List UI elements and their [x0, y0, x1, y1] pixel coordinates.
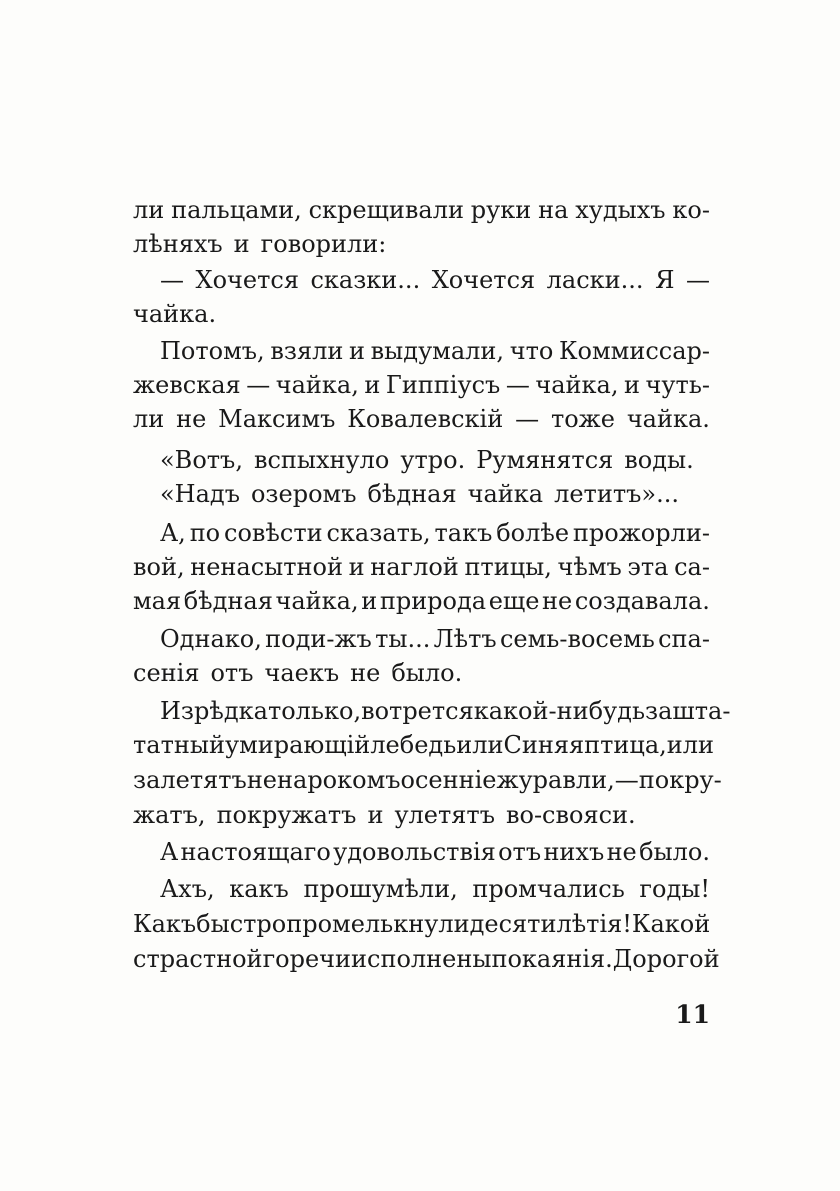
text-line: — Хочется сказки... Хочется ласки... Я — [160, 266, 710, 294]
text-line: страстной горечи исполнены покаянія. Дорогой [133, 945, 720, 973]
text-line: вой, ненасытной и наглой птицы, чѣмъ эта са- [133, 553, 710, 581]
text-line: жевская — чайка, и Гиппіусъ — чайка, и чуть- [133, 371, 710, 399]
text-line: залетятъ ненарокомъ осенніе журавли, — покру- [133, 766, 722, 794]
text-line: ли пальцами, скрещивали руки на худыхъ ко- [133, 196, 710, 224]
text-line: Потомъ, взяли и выдумали, что Коммиссар- [160, 337, 710, 365]
text-line: «Вотъ, вспыхнуло утро. Румянятся воды. [160, 446, 694, 474]
text-line: чайка. [133, 300, 217, 328]
page-number: 11 [675, 1000, 710, 1029]
text-line: А, по совѣсти сказать, такъ болѣе прожорли- [160, 519, 710, 547]
text-line: жатъ, покружатъ и улетятъ во-свояси. [133, 801, 636, 829]
text-line: татный умирающій лебедь или Синяя птица, или [133, 731, 715, 759]
text-line: Изрѣдка только, вотрется какой-нибудь зашта- [160, 697, 731, 725]
text-line: Какъ быстро промелькнули десятилѣтія! Какой [133, 910, 711, 938]
text-line: «Надъ озеромъ бѣдная чайка летитъ»... [160, 480, 679, 508]
text-line: лѣняхъ и говорили: [133, 230, 387, 258]
text-line: А настоящаго удовольствія отъ нихъ не было. [160, 838, 710, 866]
text-line: мая бѣдная чайка, и природа еще не создавала. [133, 587, 710, 615]
text-line: Однако, поди-жъ ты... Лѣтъ семь-восемь спа- [160, 625, 710, 653]
text-line: сенія отъ чаекъ не было. [133, 659, 463, 687]
text-line: Ахъ, какъ прошумѣли, промчались годы! [160, 875, 710, 903]
text-line: ли не Максимъ Ковалевскій — тоже чайка. [133, 405, 710, 433]
